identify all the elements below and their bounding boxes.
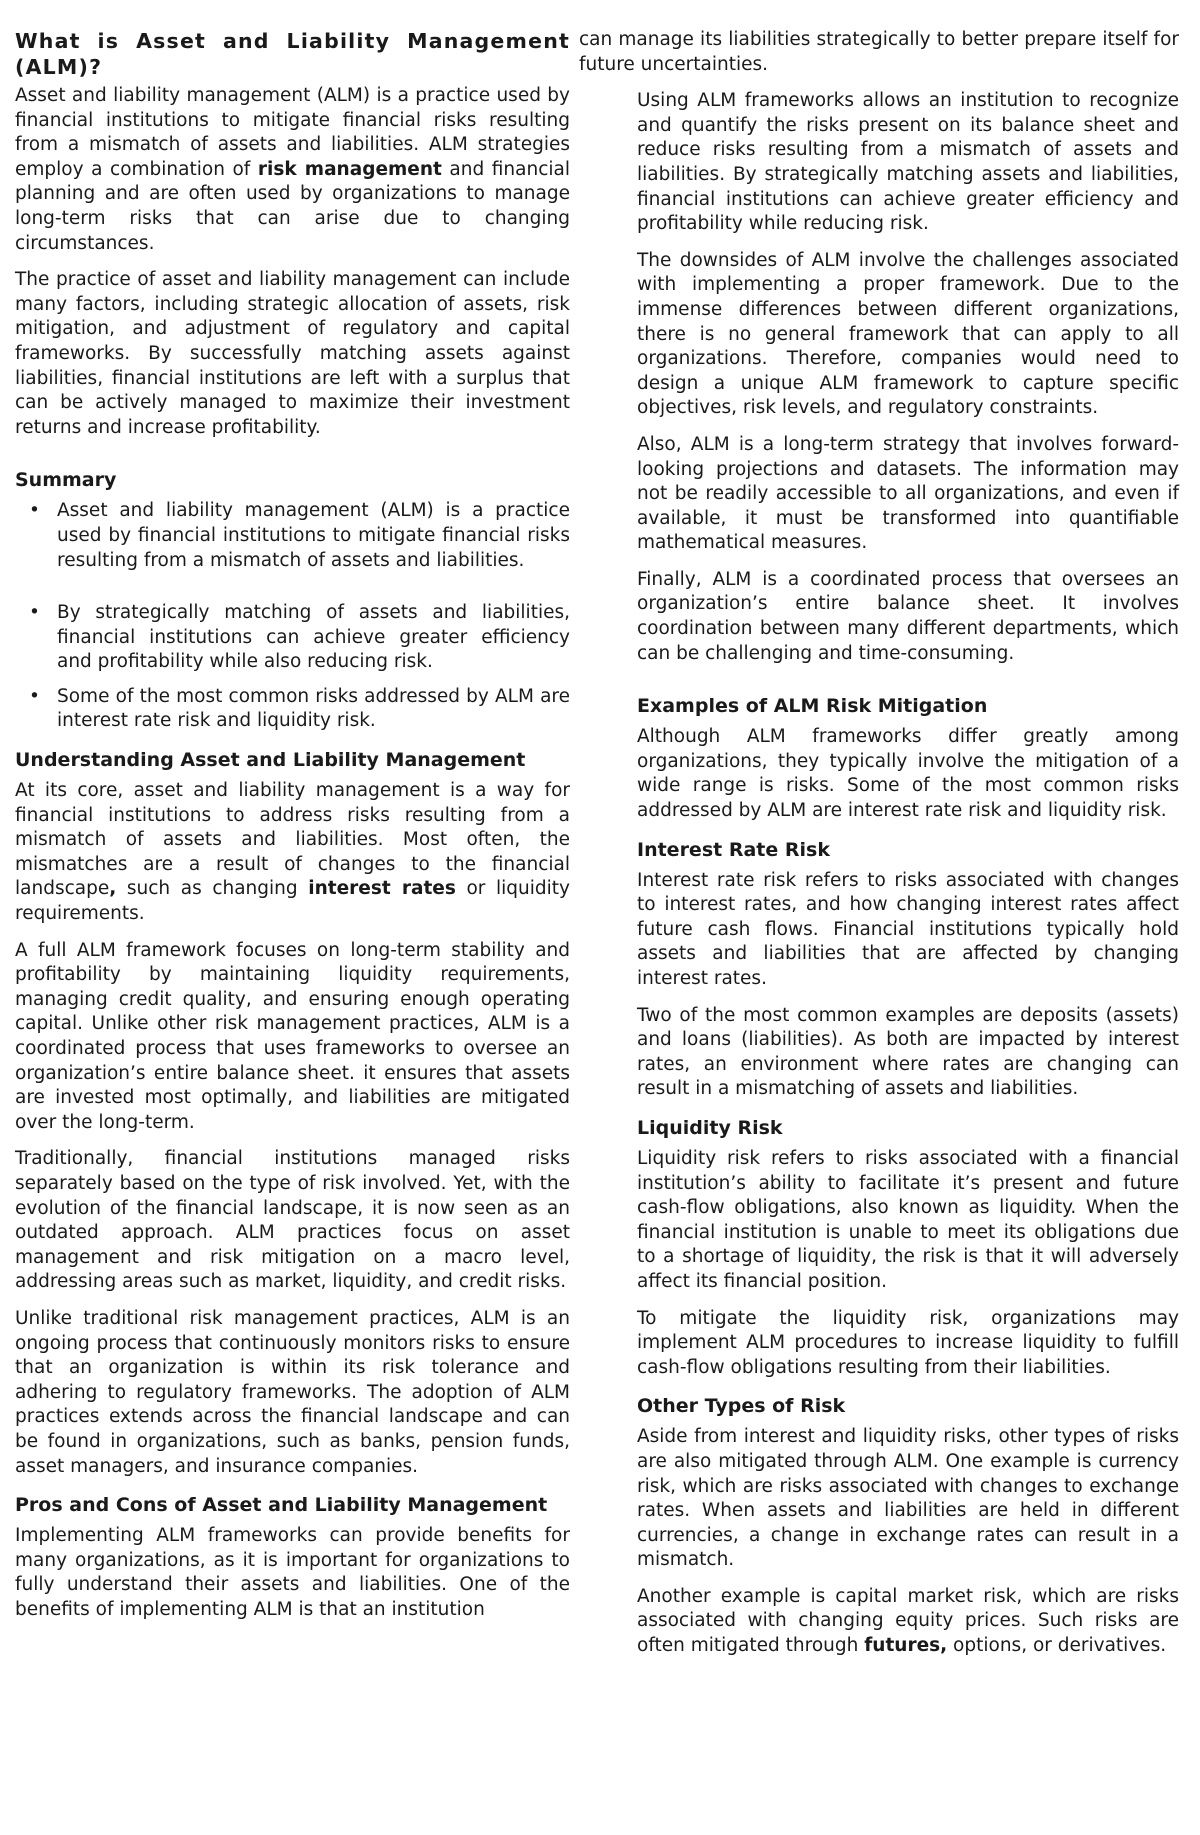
article-title: What is Asset and Liability Management (ALM)? (15, 29, 570, 79)
summary-item: • Asset and liability management (ALM) is a practice used by financial institutions to mitigate financial risks resulting from a mismatch of assets and liabilities. (29, 500, 570, 571)
liquidity-paragraph-2: To mitigate the liquidity risk, organizations may implement ALM procedures to increase liquidity to fulfill cash-flow obligations resulting from their liabilities. (637, 1307, 1179, 1378)
liquidity-paragraph-1: Liquidity risk refers to risks associated with a financial institution’s ability to facilitate it’s present and future cash-flow obligations, also known as liquidity. When the financial institution is unable to meet its obligations due to a shortage of liquidity, the risk is that it will adversely affect its financial position. (637, 1147, 1179, 1292)
bullet-icon: • (29, 685, 40, 707)
intro-paragraph-1: Asset and liability management (ALM) is a practice used by financial institutions to mitigate financial risks resulting from a mismatch of assets and liabilities. ALM strategies employ a combination of risk management and financial planning and are often used by organizations to manage long-term risks that can arise due to changing circumstances. (15, 85, 571, 254)
other-risk-heading: Other Types of Risk (637, 1395, 846, 1418)
other-paragraph-1: Aside from interest and liquidity risks, other types of risks are also mitigated through ALM. One example is currency risk, which are risks associated with changes to exchange rates. When assets and liabilities are held in different currencies, a change in exchange rates can result in a mismatch. (637, 1426, 1179, 1571)
pros-paragraph-4: Also, ALM is a long-term strategy that involves forward-looking projections and datasets. The information may not be readily accessible to all organizations, and even if available, it must be transformed into quantifiable mathematical measures. (637, 433, 1179, 554)
other-paragraph-2: Another example is capital market risk, which are risks associated with changing equity prices. Such risks are often mitigated through futures, options, or derivatives. (637, 1585, 1179, 1657)
liquidity-risk-heading: Liquidity Risk (637, 1116, 783, 1139)
examples-heading: Examples of ALM Risk Mitigation (637, 695, 988, 718)
understanding-heading: Understanding Asset and Liability Management (15, 749, 526, 772)
futures-term: futures, (864, 1635, 948, 1657)
interest-paragraph-1: Interest rate risk refers to risks associated with changes to interest rates, and how changing interest rates affect future cash flows. Financial institutions typically hold assets and liabilities that are affected by changing interest rates. (637, 869, 1179, 989)
summary-list (15, 499, 570, 734)
understanding-paragraph-2: A full ALM framework focuses on long-term stability and profitability by maintaining liquidity requirements, managing credit quality, and ensuring enough operating capital. Unlike other risk management practices, ALM is a coordinated process that uses frameworks to oversee an organization’s entire balance sheet. it ensures that assets are invested most optimally, and liabilities are mitigated over the long-term. (15, 939, 570, 1133)
interest-paragraph-2: Two of the most common examples are deposits (assets) and loans (liabilities). As both are impacted by interest rates, an environment where rates are changing can result in a mismatching of assets and liabilities. (637, 1004, 1179, 1100)
pros-paragraph-3: The downsides of ALM involve the challenges associated with implementing a proper framework. Due to the immense differences between different organizations, there is no general framework that can apply to all organizations. Therefore, companies would need to design a unique ALM framework to capture specific objectives, risk levels, and regulatory constraints. (637, 249, 1179, 419)
pros-paragraph-5: Finally, ALM is a coordinated process that oversees an organization’s entire balance sheet. It involves coordination between many different departments, which can be challenging and time-consuming. (637, 568, 1179, 664)
understanding-paragraph-3: Traditionally, financial institutions managed risks separately based on the type of risk involved. Yet, with the evolution of the financial landscape, it is now seen as an outdated approach. ALM practices focus on asset management and risk mitigation on a macro level, addressing areas such as market, liquidity, and credit risks. (15, 1148, 570, 1293)
left-column (15, 28, 570, 1634)
interest-rates-term: interest rates (308, 878, 456, 900)
summary-heading: Summary (15, 469, 117, 492)
summary-item: • By strategically matching of assets and liabilities, financial institutions can achieve greater efficiency and profitability while also reducing risk. (29, 602, 570, 673)
understanding-paragraph-1: At its core, asset and liability management is a way for financial institutions to address risks resulting from a mismatch of assets and liabilities. Most often, the mismatches are a result of changes to the financial landscape, such as changing interest rates or liquidity requirements. (15, 780, 570, 925)
interest-rate-risk-heading: Interest Rate Risk (637, 838, 830, 861)
risk-management-term: risk management (257, 158, 442, 180)
understanding-paragraph-4: Unlike traditional risk management practices, ALM is an ongoing process that continuously monitors risks to ensure that an organization is within its risk tolerance and adhering to regulatory frameworks. The adoption of ALM practices extends across the financial landscape and can be found in organizations, such as banks, pension funds, asset managers, and insurance companies. (15, 1307, 570, 1477)
examples-paragraph-1: Although ALM frameworks differ greatly among organizations, they typically involve the mitigation of a wide range is risks. Some of the most common risks addressed by ALM are interest rate risk and liquidity risk. (637, 726, 1179, 822)
pros-paragraph-1: Implementing ALM frameworks can provide benefits for many organizations, as it is important for organizations to fully understand their assets and liabilities. One of the benefits of implementing ALM is that an institution (15, 1525, 570, 1620)
bullet-icon: • (29, 500, 40, 522)
right-column (579, 28, 1179, 1671)
pros-paragraph-2: Using ALM frameworks allows an institution to recognize and quantify the risks present on its balance sheet and reduce risks resulting from a mismatch of assets and liabilities. By strategically matching assets and liabilities, financial institutions can achieve greater efficiency and profitability while reducing risk. (637, 90, 1179, 235)
bullet-icon: • (29, 602, 40, 624)
intro-paragraph-2: The practice of asset and liability management can include many factors, including strategic allocation of assets, risk mitigation, and adjustment of regulatory and capital frameworks. By successfully matching assets against liabilities, financial institutions are left with a surplus that can be actively managed to maximize their investment returns and increase profitability. (15, 269, 570, 438)
pros-paragraph-1-continued: can manage its liabilities strategically to better prepare itself for future uncertainties. (579, 29, 1179, 75)
summary-item: • Some of the most common risks addressed by ALM are interest rate risk and liquidity risk. (29, 685, 570, 732)
pros-cons-heading: Pros and Cons of Asset and Liability Management (15, 1494, 548, 1517)
